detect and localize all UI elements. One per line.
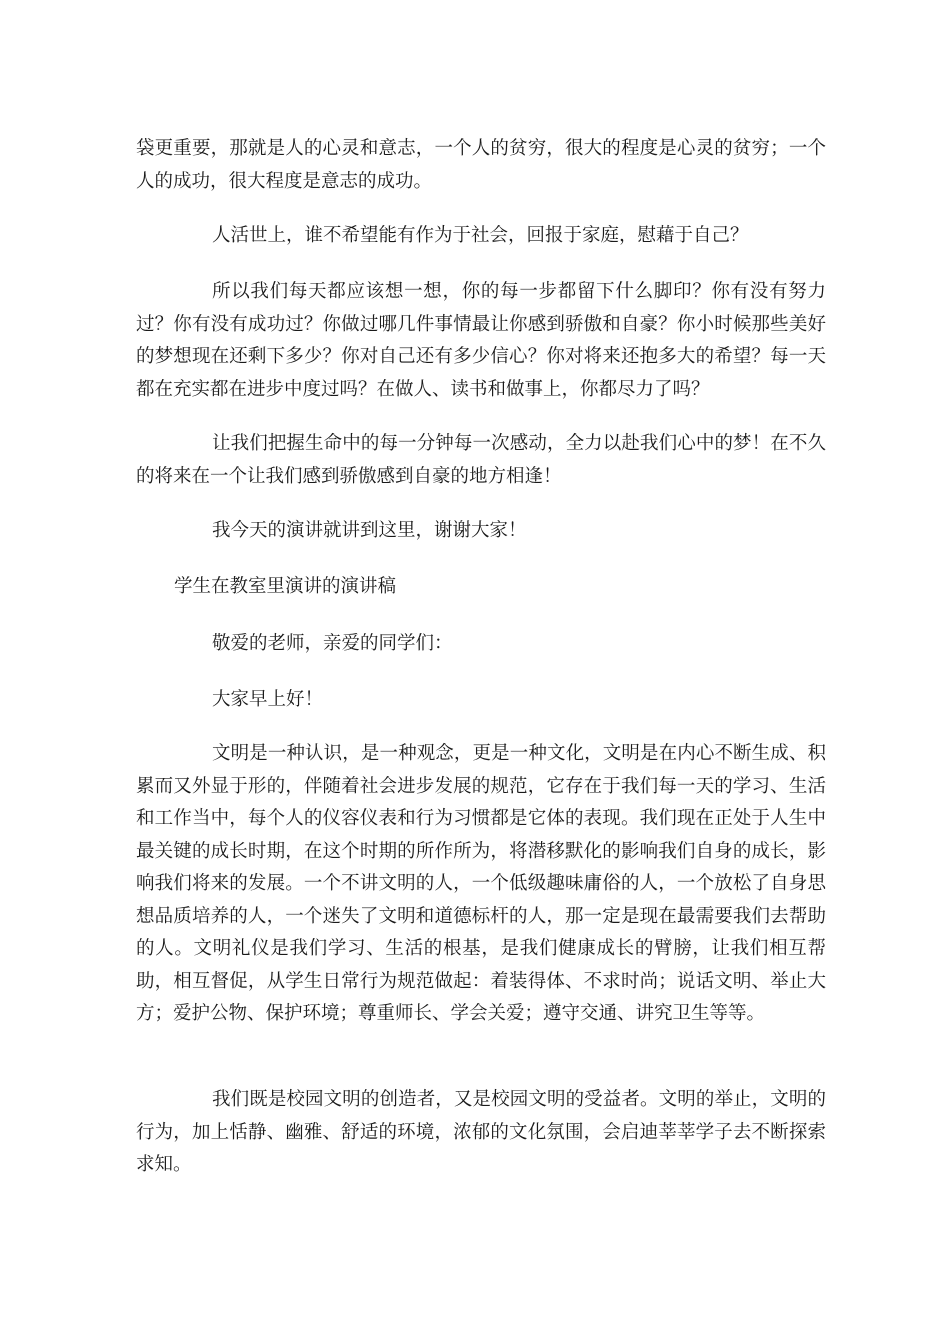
paragraph-salutation: 敬爱的老师，亲爱的同学们： (212, 633, 453, 654)
paragraph-reflection-questions: 所以我们每天都应该想一想，你的每一步都留下什么脚印？你有没有努力过？你有没有成功过？你做过哪几件事情最让你感到骄傲和自豪？你小时候那些美好的梦想现在还剩下多少？你对自己还有多少信心？你对将来还抱多大的希望？每一天都在充实都在进步中度过吗？在做人、读书和做事上，你都尽力了吗？ (136, 281, 826, 400)
paragraph-campus: 我们既是校园文明的创造者，又是校园文明的受益者。文明的举止，文明的行为，加上恬静、幽雅、舒适的环境，浓郁的文化氛围，会启迪莘莘学子去不断探索求知。 (136, 1089, 826, 1175)
paragraph-continuation: 袋更重要，那就是人的心灵和意志，一个人的贫穷，很大的程度是心灵的贫穷；一个人的成功，很大程度是意志的成功。 (136, 138, 826, 192)
paragraph-hope: 人活世上，谁不希望能有作为于社会，回报于家庭，慰藉于自己？ (212, 225, 749, 246)
paragraph-civility: 文明是一种认识，是一种观念，更是一种文化，文明是在内心不断生成、积累而又外显于形的，伴随着社会进步发展的规范，它存在于我们每一天的学习、生活和工作当中，每个人的仪容仪表和行为习惯都是它体的表现。我们现在正处于人生中最关键的成长时期，在这个时期的所作所为，将潜移默化的影响我们自身的成长，影响我们将来的发展。一个不讲文明的人，一个低级趣味庸俗的人，一个放松了自身思想品质培养的人，一个迷失了文明和道德标杆的人，那一定是现在最需要我们去帮助的人。文明礼仪是我们学习、生活的根基，是我们健康成长的臂膀，让我们相互帮助，相互督促，从学生日常行为规范做起：着装得体、不求时尚；说话文明、举止大方；爱护公物、保护环境；尊重师长、学会关爱；遵守交通、讲究卫生等等。 (136, 743, 826, 1024)
paragraph-greeting: 大家早上好！ (212, 689, 324, 710)
paragraph-thanks: 我今天的演讲就讲到这里，谢谢大家！ (212, 520, 527, 541)
paragraph-dream: 让我们把握生命中的每一分钟每一次感动，全力以赴我们心中的梦！在不久的将来在一个让我们感到骄傲感到自豪的地方相逢！ (136, 433, 826, 487)
section-heading: 学生在教室里演讲的演讲稿 (174, 576, 397, 597)
